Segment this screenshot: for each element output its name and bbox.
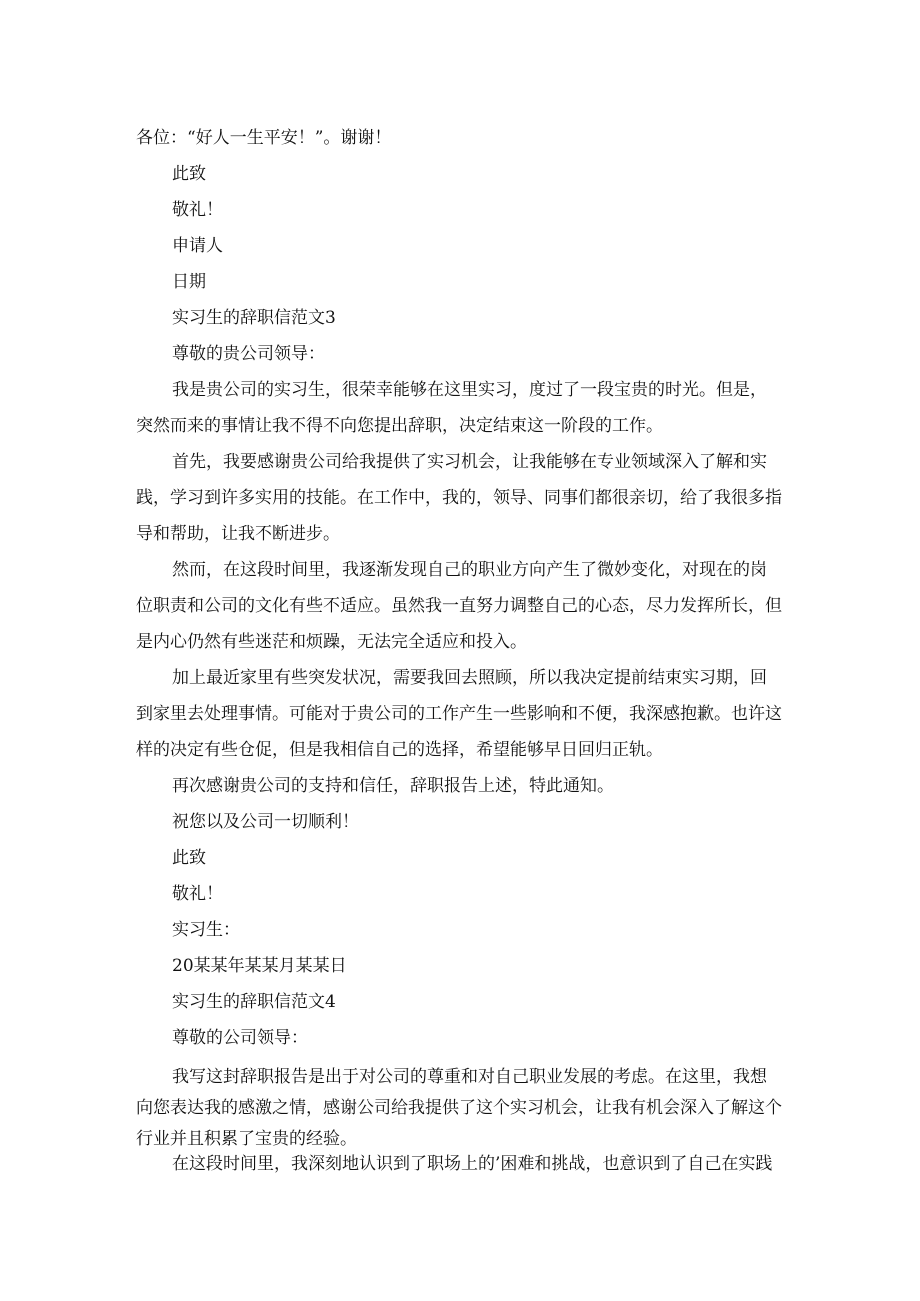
- signature-intern: 实习生：: [172, 920, 240, 940]
- greeting: 尊敬的贵公司领导：: [172, 344, 325, 364]
- wishes-line: 祝您以及公司一切顺利！: [172, 812, 359, 832]
- body-paragraph: 再次感谢贵公司的支持和信任，辞职报告上述，特此通知。: [172, 776, 614, 796]
- body-paragraph: 我写这封辞职报告是出于对公司的尊重和对自己职业发展的考虑。在这里，我想向您表达我的感激之情，感谢公司给我提供了这个实习机会，让我有机会深入了解这个行业并且积累了宝贵的经验。: [136, 1067, 782, 1149]
- body-paragraph: 首先，我要感谢贵公司给我提供了实习机会，让我能够在专业领域深入了解和实践，学习到许多实用的技能。在工作中，我的，领导、同事们都很亲切，给了我很多指导和帮助，让我不断进步。: [136, 452, 782, 544]
- greeting: 尊敬的公司领导：: [172, 1028, 308, 1048]
- signature-date: 日期: [172, 272, 206, 292]
- salutation-jingli: 敬礼！: [172, 884, 223, 904]
- body-paragraph: 在这段时间里，我深刻地认识到了职场上的’困难和挑战，也意识到了自己在实践: [172, 1154, 773, 1174]
- body-paragraph: 加上最近家里有些突发状况，需要我回去照顾，所以我决定提前结束实习期，回到家里去处理事情。可能对于贵公司的工作产生一些影响和不便，我深感抱歉。也许这样的决定有些仓促，但是我相信自己的选择，希望能够早日回归正轨。: [136, 668, 782, 760]
- closing-line: 各位：“好人一生平安！”。谢谢！: [136, 128, 392, 148]
- section-title-4: 实习生的辞职信范文4: [172, 992, 336, 1012]
- salutation-cizhi: 此致: [172, 164, 206, 184]
- signature-applicant: 申请人: [172, 236, 223, 256]
- body-paragraph: 然而，在这段时间里，我逐渐发现自己的职业方向产生了微妙变化，对现在的岗位职责和公司的文化有些不适应。虽然我一直努力调整自己的心态，尽力发挥所长，但是内心仍然有些迷茫和烦躁，无法完全适应和投入。: [136, 560, 782, 652]
- salutation-cizhi: 此致: [172, 848, 206, 868]
- signature-date: 20某某年某某月某某日: [172, 956, 347, 976]
- section-title-3: 实习生的辞职信范文3: [172, 308, 336, 328]
- salutation-jingli: 敬礼！: [172, 200, 223, 220]
- body-paragraph: 我是贵公司的实习生，很荣幸能够在这里实习，度过了一段宝贵的时光。但是，突然而来的事情让我不得不向您提出辞职，决定结束这一阶段的工作。: [136, 380, 767, 436]
